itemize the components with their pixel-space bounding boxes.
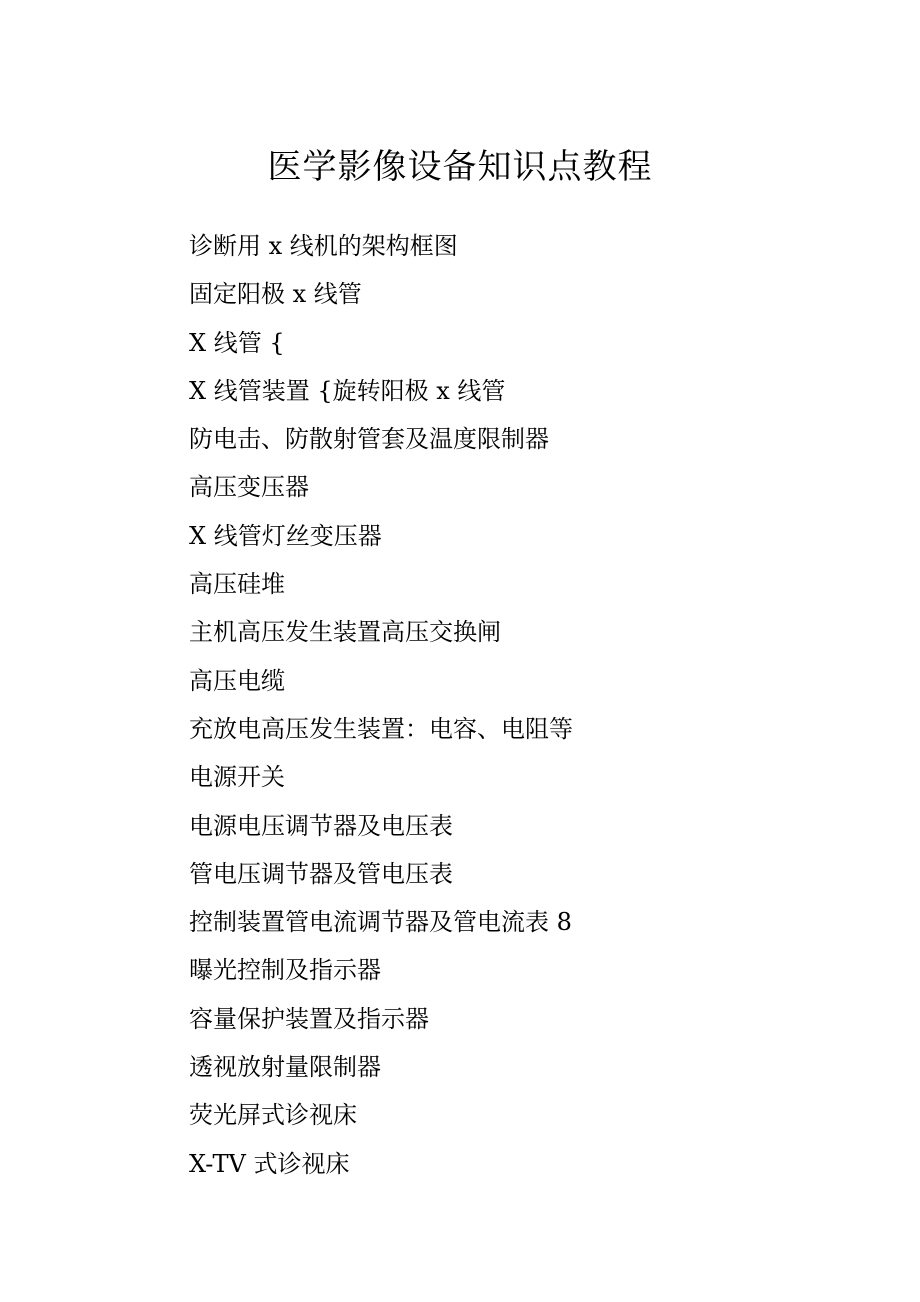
content-line: 固定阳极 x 线管 [189,280,362,309]
content-line: 管电压调节器及管电压表 [189,859,453,888]
content-line: X 线管 { [189,328,285,357]
content-line: X-TV 式诊视床 [189,1149,350,1178]
content-line: 容量保护装置及指示器 [189,1004,429,1033]
content-line: 曝光控制及指示器 [189,956,381,985]
content-line: 充放电高压发生装置：电容、电阻等 [189,714,573,743]
content-line: 主机高压发生装置高压交换闸 [189,618,501,647]
content-line: 高压电缆 [189,666,285,695]
content-list [189,222,889,1188]
content-line: X 线管灯丝变压器 [189,521,382,550]
content-line: X 线管装置 {旋转阳极 x 线管 [189,376,506,405]
content-line: 电源开关 [189,763,285,792]
content-line: 电源电压调节器及电压表 [189,811,453,840]
content-line: 控制装置管电流调节器及管电流表 8 [189,908,572,937]
content-line: 高压变压器 [189,473,309,502]
content-line: 高压硅堆 [189,570,285,599]
page-title: 医学影像设备知识点教程 [267,147,653,187]
content-line: 防电击、防散射管套及温度限制器 [189,425,549,454]
content-line: 透视放射量限制器 [189,1053,381,1082]
content-line: 诊断用 x 线机的架构框图 [189,232,458,260]
content-line: 荧光屏式诊视床 [189,1101,357,1130]
